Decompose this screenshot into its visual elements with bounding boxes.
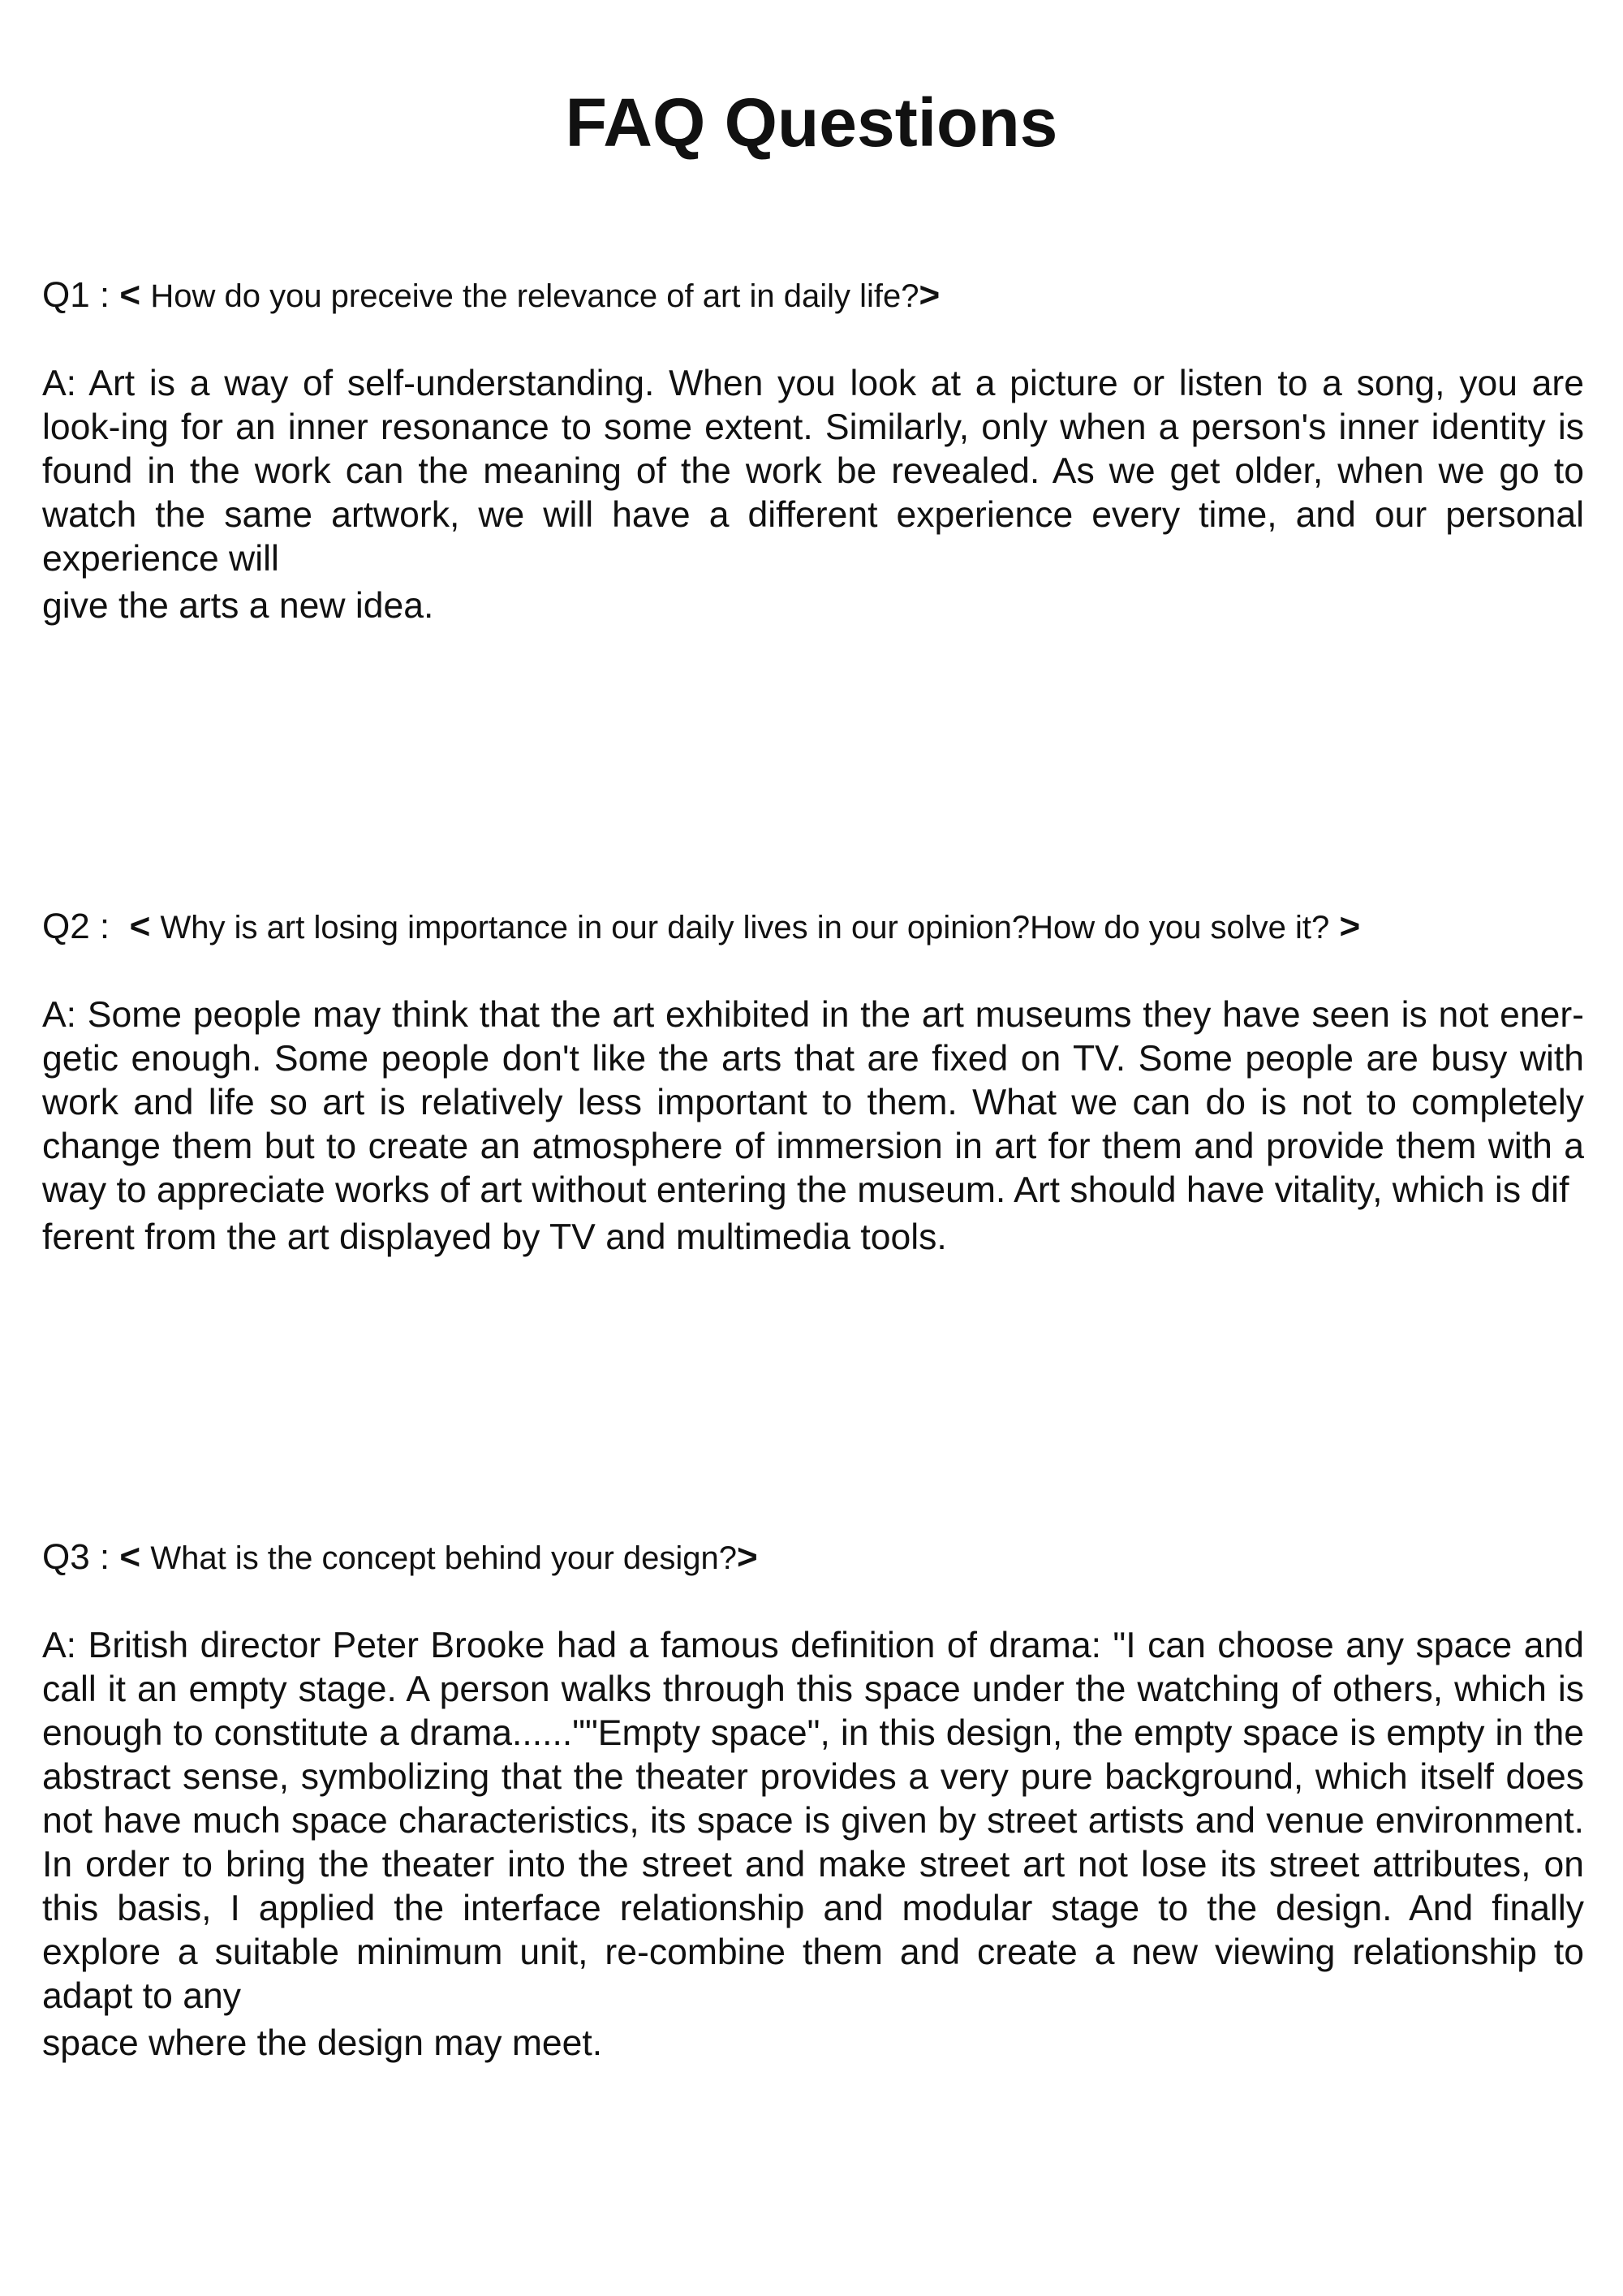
open-bracket: <: [119, 1537, 141, 1577]
faq-question: [42, 1535, 1584, 1581]
question-text: How do you preceive the relevance of art in daily life?: [150, 278, 919, 314]
close-bracket: >: [1339, 907, 1361, 946]
page-title: FAQ Questions: [565, 84, 1058, 161]
close-bracket: >: [737, 1537, 758, 1577]
question-text: What is the concept behind your design?: [150, 1540, 738, 1576]
question-number: Q3 :: [42, 1537, 110, 1577]
faq-item-1: [42, 273, 1584, 628]
answer-last-line: ferent from the art displayed by TV and multimedia tools.: [42, 1217, 947, 1257]
faq-answer: [42, 1624, 1584, 2066]
answer-text: A: Art is a way of self-understanding. When you look at a picture or listen to a song, you are look-ing for an inner resonance to some extent. Similarly, only when a person's inner identity is found in the work can the meaning of the work be revealed. As we get older, when we go to watch the same artwork, we will have a different experience every time, and our personal experience will: [42, 364, 1584, 579]
answer-text: A: British director Peter Brooke had a famous definition of drama: "I can choose any space and call it an empty stage. A person walks through this space under the watching of others, which is enough to constitute a drama......""Empty space", in this design, the empty space is empty in the abstract sense, symbolizing that the theater provides a very pure background, which itself does not have much space characteristics, its space is given by street artists and venue environment. In order to bring the theater into the street and make street art not lose its street attributes, on this basis, I applied the interface relationship and modular stage to the design. And finally explore a suitable minimum unit, re-combine them and create a new viewing relationship to adapt to any: [42, 1626, 1584, 2016]
answer-last-line: give the arts a new idea.: [42, 586, 434, 626]
question-number: Q1 :: [42, 275, 110, 315]
answer-text: A: Some people may think that the art exhibited in the art museums they have seen is not ener-getic enough. Some people don't like the arts that are fixed on TV. Some people are busy with work and life so art is relatively less important to them. What we can do is not to completely change them but to create an atmosphere of immersion in art for them and provide them with a way to appreciate works of art without entering the museum. Art should have vitality, which is dif: [42, 995, 1584, 1210]
close-bracket: >: [919, 275, 941, 315]
faq-question: [42, 904, 1584, 950]
question-text: Why is art losing importance in our daily lives in our opinion?How do you solve it?: [160, 910, 1330, 946]
faq-item-3: [42, 1535, 1584, 2066]
open-bracket: <: [119, 275, 141, 315]
answer-last-line: space where the design may meet.: [42, 2023, 603, 2063]
question-number: Q2 :: [42, 907, 110, 946]
open-bracket: <: [129, 907, 151, 946]
faq-item-2: [42, 904, 1584, 1260]
faq-question: [42, 273, 1584, 319]
faq-answer: [42, 993, 1584, 1260]
faq-answer: [42, 362, 1584, 628]
